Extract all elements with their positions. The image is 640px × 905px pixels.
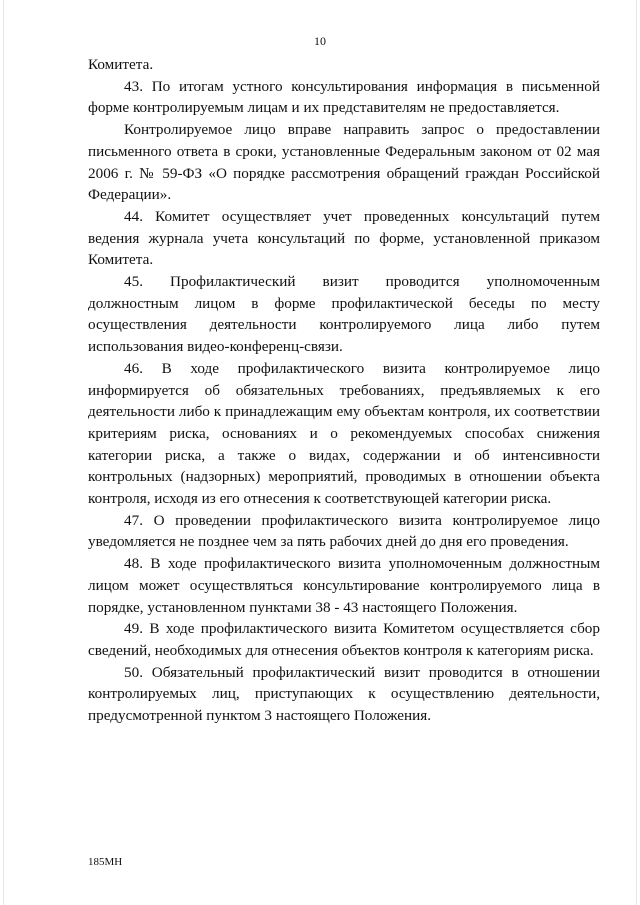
paragraph-continuation: Комитета. — [88, 56, 154, 73]
scan-edge-left — [3, 0, 4, 905]
paragraph-46: 46. В ходе профилактического визита контролируемое лицо информируется об обязательных требованиях, предъявляемых к его деятельности либо к принадлежащим ему объектам контроля, их соответствии критериям риска, основаниях и о рекомендуемых способах снижения категории риска, а также о видах, содержании и об интенсивности контрольных (надзорных) мероприятий, проводимых в отношении объекта контроля, исходя из его отнесения к соответствующей категории риска. — [88, 359, 600, 508]
paragraph-43-request: Контролируемое лицо вправе направить запрос о предоставлении письменного ответа в сроки, установленные Федеральным законом от 02 мая 2006 г. № 59-ФЗ «О порядке рассмотрения обращений граждан Российской Федерации». — [88, 121, 600, 204]
paragraph-47: 47. О проведении профилактического визита контролируемое лицо уведомляется не позднее чем за пять рабочих дней до дня его проведения. — [88, 511, 600, 551]
paragraph-44: 44. Комитет осуществляет учет проведенных консультаций путем ведения журнала учета консультаций по форме, установленной приказом Комитета. — [88, 207, 600, 269]
paragraph-49: 49. В ходе профилактического визита Комитетом осуществляется сбор сведений, необходимых для отнесения объектов контроля к категориям риска. — [88, 620, 600, 659]
document-body — [88, 54, 600, 727]
paragraph-50: 50. Обязательный профилактический визит проводится в отношении контролируемых лиц, приступающих к осуществлению деятельности, предусмотренной пунктом 3 настоящего Положения. — [88, 663, 600, 725]
paragraph-48: 48. В ходе профилактического визита уполномоченным должностным лицом может осуществляться консультирование контролируемого лица в порядке, установленном пунктами 38 - 43 настоящего Положения. — [88, 555, 600, 616]
scan-edge-right — [636, 0, 637, 905]
paragraph-45: 45. Профилактический визит проводится уполномоченным должностным лицом в форме профилактической беседы по месту осуществления деятельности контролируемого лица либо путем использования видео-конференц-связи. — [88, 273, 600, 356]
footer-document-code: 185МН — [88, 856, 123, 868]
paragraph-43: 43. По итогам устного консультирования информация в письменной форме контролируемым лицам и их представителям не предоставляется. — [88, 77, 600, 117]
page-number: 10 — [314, 34, 326, 48]
